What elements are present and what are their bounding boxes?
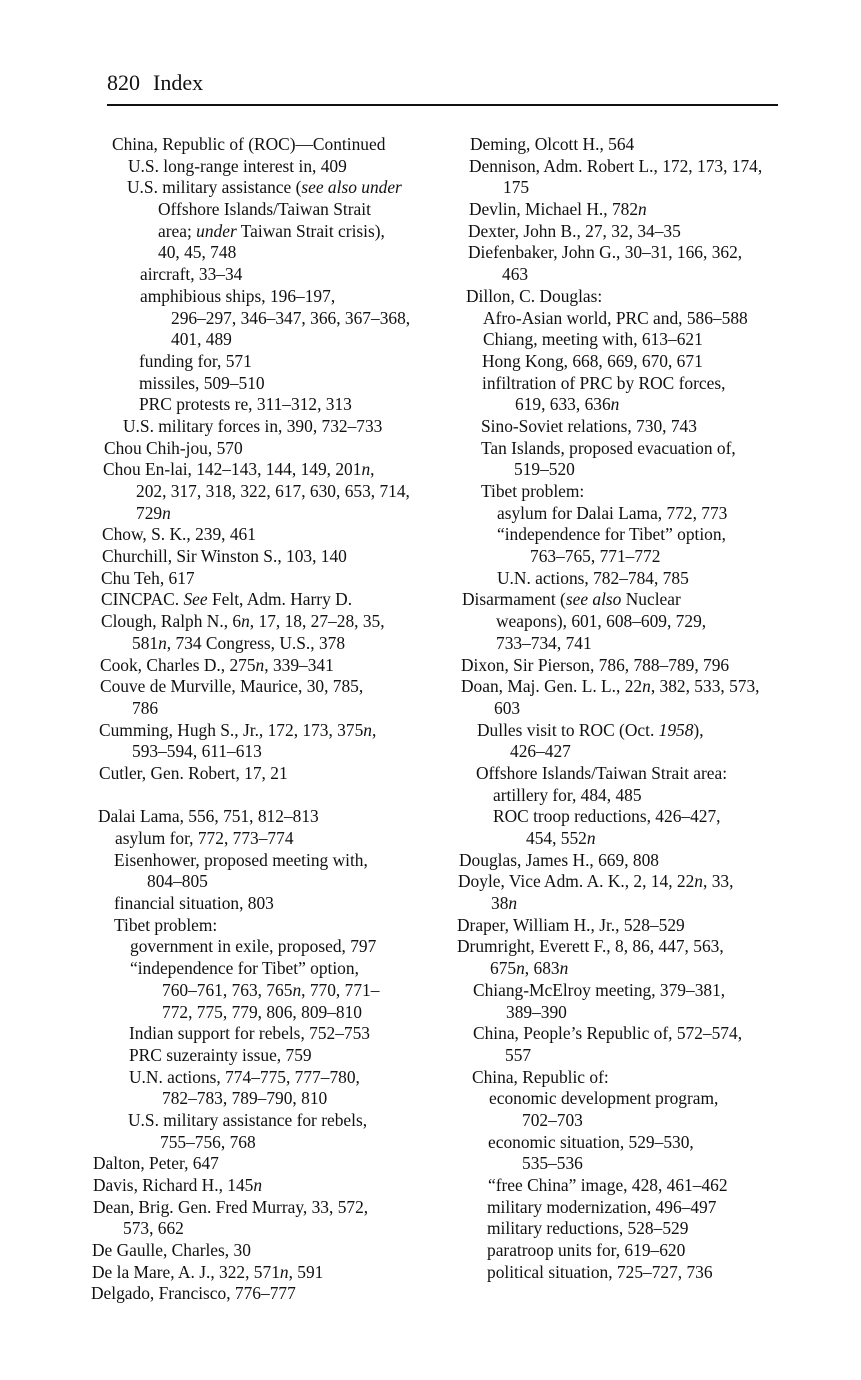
index-entry-line: 755–756, 768 [160,1131,256,1152]
index-entry-line: 763–765, 771–772 [530,546,661,567]
index-entry-line: weapons), 601, 608–609, 729, [496,611,707,632]
index-entry-line: Sino-Soviet relations, 730, 743 [481,415,697,436]
index-entry-line: 619, 633, 636n [515,394,620,415]
index-entry-line: Chiang, meeting with, 613–621 [483,329,703,350]
index-entry-line: 760–761, 763, 765n, 770, 771– [162,979,380,1000]
index-entry-line: 581n, 734 Congress, U.S., 378 [132,632,346,653]
index-entry-line: Diefenbaker, John G., 30–31, 166, 362, [468,242,743,263]
index-entry-line: Draper, William H., Jr., 528–529 [457,914,685,935]
index-entry-line: “free China” image, 428, 461–462 [488,1175,728,1195]
index-entry-line: “independence for Tibet” option, [497,524,726,545]
index-entry-line: economic situation, 529–530, [488,1131,694,1152]
index-entry-line: Dexter, John B., 27, 32, 34–35 [468,220,681,241]
index-entry-line: Deming, Olcott H., 564 [470,134,635,154]
index-entry-line: Dalai Lama, 556, 751, 812–813 [98,806,319,827]
index-entry-line: Hong Kong, 668, 669, 670, 671 [482,350,703,371]
header-rule [107,104,778,106]
index-entry-line: Davis, Richard H., 145n [93,1175,263,1195]
index-entry-line: CINCPAC. See Felt, Adm. Harry D. [101,589,353,610]
page-title: Index [153,70,204,95]
index-entry-line: Drumright, Everett F., 8, 86, 447, 563, [457,936,724,957]
index-entry-line: Clough, Ralph N., 6n, 17, 18, 27–28, 35, [101,611,385,632]
index-entry-line: U.S. military forces in, 390, 732–733 [123,415,383,436]
index-entry-line: U.N. actions, 774–775, 777–780, [129,1066,360,1087]
index-entry-line: 40, 45, 748 [158,242,237,263]
index-entry-line: area; under Taiwan Strait crisis), [158,220,385,241]
index-entry-line: Chou Chih-jou, 570 [104,437,243,458]
index-entry-line: U.S. military assistance (see also under [127,177,402,198]
index-entry-line: aircraft, 33–34 [140,264,243,285]
index-entry-line: funding for, 571 [139,350,252,371]
index-entry-line: Cook, Charles D., 275n, 339–341 [100,654,334,675]
index-entry-line: China, People’s Republic of, 572–574, [473,1023,743,1044]
index-entry-line: missiles, 509–510 [139,372,265,393]
index-entry-line: “independence for Tibet” option, [130,958,359,979]
index-entry-line: 519–520 [514,459,575,480]
index-entry-line: 675n, 683n [490,958,569,979]
index-entry-line: U.S. military assistance for rebels, [128,1109,368,1130]
index-entry-line: ROC troop reductions, 426–427, [493,806,721,827]
running-header [107,68,203,98]
index-entry-line: Doan, Maj. Gen. L. L., 22n, 382, 533, 573, [461,676,760,697]
index-entry-line: 733–734, 741 [496,632,592,653]
index-entry-line: economic development program, [489,1088,719,1109]
index-entry-line: Tibet problem: [481,481,585,501]
index-entry-line: 782–783, 789–790, 810 [162,1088,328,1109]
index-entry-line: Chow, S. K., 239, 461 [102,524,256,545]
index-entry-line: Dulles visit to ROC (Oct. 1958), [477,719,704,740]
index-entry-line: amphibious ships, 196–197, [140,285,336,306]
index-entry-line: 463 [502,264,529,285]
index-entry-line: PRC suzerainty issue, 759 [129,1044,312,1065]
index-entry-line: De la Mare, A. J., 322, 571n, 591 [92,1261,324,1282]
index-entry-line: Doyle, Vice Adm. A. K., 2, 14, 22n, 33, [458,871,734,892]
index-entry-line: 573, 662 [123,1218,184,1239]
index-entry-line: China, Republic of: [472,1066,609,1087]
index-entry-line: Tibet problem: [114,914,218,935]
index-entry-line: 175 [503,177,530,198]
index-entry-line: 557 [505,1044,532,1065]
index-entry-line: De Gaulle, Charles, 30 [92,1240,251,1261]
index-entry-line: Eisenhower, proposed meeting with, [114,849,368,870]
index-entry-line: Dean, Brig. Gen. Fred Murray, 33, 572, [93,1196,369,1217]
index-entry-line: 786 [132,697,159,718]
index-entry-line: asylum for Dalai Lama, 772, 773 [497,502,728,523]
index-entry-line: infiltration of PRC by ROC forces, [482,372,726,393]
index-entry-line: political situation, 725–727, 736 [487,1261,713,1282]
index-entry-line: Delgado, Francisco, 776–777 [91,1283,296,1304]
index-entry-line: Dixon, Sir Pierson, 786, 788–789, 796 [461,654,730,675]
index-entry-line: Disarmament (see also Nuclear [462,589,681,610]
index-entry-line: 202, 317, 318, 322, 617, 630, 653, 714, [136,481,410,501]
index-entry-line: 593–594, 611–613 [132,741,262,762]
index-entry-line: Dillon, C. Douglas: [466,285,603,306]
index-entry-line: 296–297, 346–347, 366, 367–368, [171,307,411,328]
index-entry-line: Afro-Asian world, PRC and, 586–588 [483,307,748,328]
index-entry-line: Cumming, Hugh S., Jr., 172, 173, 375n, [99,719,377,740]
index-entry-line: Douglas, James H., 669, 808 [459,849,659,870]
index-entry-line: Couve de Murville, Maurice, 30, 785, [100,676,364,697]
index-entry-line: Dennison, Adm. Robert L., 172, 173, 174, [469,155,763,176]
index-entry-line: 454, 552n [526,828,596,848]
page-number: 820 [107,70,140,95]
index-entry-line: 603 [494,697,521,718]
index-entry-line: 426–427 [510,741,571,762]
entry-gap [96,785,448,807]
index-entry-line: Churchill, Sir Winston S., 103, 140 [102,546,347,567]
index-entry-line: financial situation, 803 [114,893,274,914]
index-entry-line: Chu Teh, 617 [101,567,195,588]
index-entry-line: U.N. actions, 782–784, 785 [497,567,689,588]
index-entry-line: military reductions, 528–529 [487,1218,689,1239]
index-entry-line: paratroop units for, 619–620 [487,1240,686,1261]
index-column-right [456,134,786,1283]
index-entry-line: 729n [136,502,171,523]
index-entry-line: Offshore Islands/Taiwan Strait [158,199,371,220]
index-column-left [91,134,448,1305]
index-entry-line: Chiang-McElroy meeting, 379–381, [473,979,726,1000]
index-entry-line: 401, 489 [171,329,232,350]
index-entry-line: 535–536 [522,1153,583,1174]
index-entry-line: asylum for, 772, 773–774 [115,828,294,848]
index-entry-line: government in exile, proposed, 797 [130,936,377,957]
index-entry-line: Chou En-lai, 142–143, 144, 149, 201n, [103,459,375,480]
index-entry-line: Cutler, Gen. Robert, 17, 21 [99,762,288,783]
index-entry-line: Tan Islands, proposed evacuation of, [481,437,736,458]
index-entry-line: Dalton, Peter, 647 [93,1153,219,1174]
index-entry-line: 38n [491,893,518,914]
index-entry-line: military modernization, 496–497 [487,1196,717,1217]
index-entry-line: 772, 775, 779, 806, 809–810 [162,1001,362,1022]
index-entry-line: U.S. long-range interest in, 409 [128,155,347,176]
index-entry-line: Devlin, Michael H., 782n [469,199,647,220]
index-entry-line: 702–703 [522,1109,583,1130]
index-entry-line: 389–390 [506,1001,567,1022]
index-entry-line: Offshore Islands/Taiwan Strait area: [476,762,728,783]
index-entry-line: artillery for, 484, 485 [493,784,642,805]
index-entry-line: 804–805 [147,871,208,892]
index-entry-line: Indian support for rebels, 752–753 [129,1023,371,1044]
index-entry-line: PRC protests re, 311–312, 313 [139,394,352,415]
index-entry-line: China, Republic of (ROC)—Continued [112,134,386,154]
